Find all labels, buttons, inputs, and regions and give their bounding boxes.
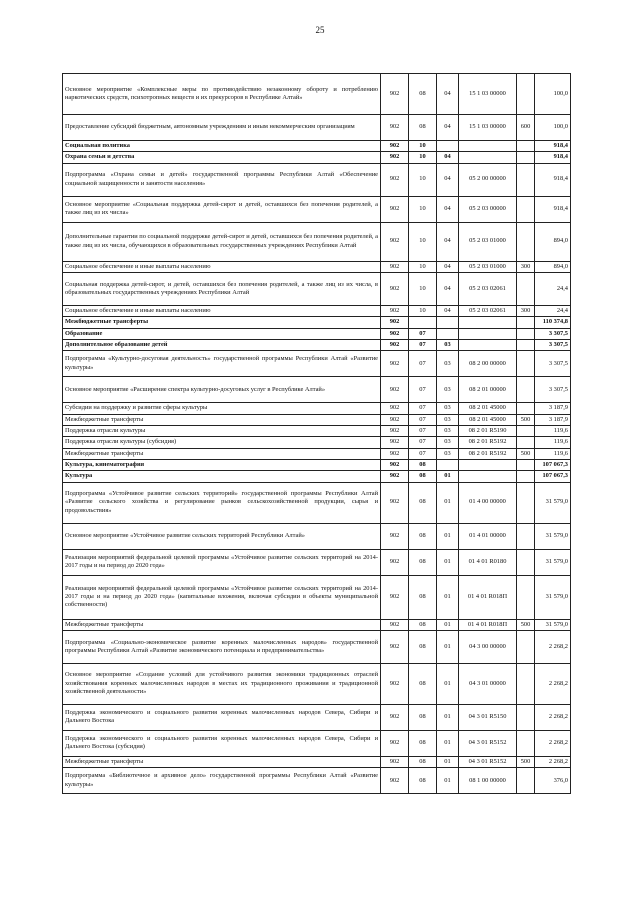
row-ved-cell: 902 — [381, 437, 409, 448]
row-vr-cell — [517, 403, 535, 414]
row-vr-cell: 500 — [517, 448, 535, 459]
row-ved-cell: 902 — [381, 663, 409, 704]
row-rz-cell: 07 — [409, 351, 437, 377]
row-vr-cell — [517, 222, 535, 261]
row-vr-cell — [517, 152, 535, 163]
row-sum-cell: 3 307,5 — [535, 339, 571, 350]
row-rz-cell: 08 — [409, 523, 437, 549]
row-rz-cell: 08 — [409, 704, 437, 730]
row-csr-cell: 05 2 00 00000 — [459, 163, 517, 196]
row-csr-cell: 15 1 03 00000 — [459, 115, 517, 141]
row-ved-cell: 902 — [381, 575, 409, 619]
row-name-cell: Дополнительные гарантии по социальной поддержке детей-сирот и детей, оставшихся без попечения родителей, а также лиц из их числа, обучающихся в образовательных государственных учреждениях Республики Алтай — [63, 222, 381, 261]
row-rz-cell: 08 — [409, 663, 437, 704]
row-ved-cell: 902 — [381, 152, 409, 163]
row-sum-cell: 24,4 — [535, 305, 571, 316]
table-row — [63, 272, 571, 305]
table-row — [63, 630, 571, 663]
row-vr-cell — [517, 575, 535, 619]
row-pr-cell: 04 — [437, 152, 459, 163]
row-name-cell: Поддержка отрасли культуры — [63, 425, 381, 436]
row-rz-cell: 08 — [409, 459, 437, 470]
row-sum-cell: 119,6 — [535, 437, 571, 448]
row-sum-cell: 107 067,3 — [535, 471, 571, 482]
table-row — [63, 115, 571, 141]
table-row — [63, 549, 571, 575]
row-vr-cell — [517, 704, 535, 730]
row-pr-cell: 01 — [437, 663, 459, 704]
row-csr-cell — [459, 317, 517, 328]
row-rz-cell: 08 — [409, 768, 437, 794]
row-rz-cell: 07 — [409, 414, 437, 425]
row-sum-cell: 3 307,5 — [535, 377, 571, 403]
table-row — [63, 704, 571, 730]
row-name-cell: Основное мероприятие «Устойчивое развитие сельских территорий Республики Алтай» — [63, 523, 381, 549]
row-name-cell: Основное мероприятие «Комплексные меры по противодействию незаконному обороту и потреблению наркотических средств, психотропных веществ и их прекурсоров в Республике Алтай» — [63, 74, 381, 115]
row-ved-cell: 902 — [381, 403, 409, 414]
row-sum-cell: 24,4 — [535, 272, 571, 305]
row-pr-cell: 04 — [437, 196, 459, 222]
row-rz-cell: 10 — [409, 261, 437, 272]
row-rz-cell: 08 — [409, 730, 437, 756]
row-vr-cell — [517, 74, 535, 115]
row-name-cell: Предоставление субсидий бюджетным, автономным учреждениям и иным некоммерческим организациям — [63, 115, 381, 141]
row-sum-cell: 918,4 — [535, 196, 571, 222]
row-ved-cell: 902 — [381, 630, 409, 663]
row-name-cell: Межбюджетные трансферты — [63, 414, 381, 425]
row-ved-cell: 902 — [381, 351, 409, 377]
row-name-cell: Культура — [63, 471, 381, 482]
row-rz-cell: 08 — [409, 756, 437, 767]
row-csr-cell: 05 2 03 01000 — [459, 261, 517, 272]
row-rz-cell: 10 — [409, 272, 437, 305]
row-pr-cell: 03 — [437, 414, 459, 425]
row-rz-cell: 07 — [409, 425, 437, 436]
row-name-cell: Образование — [63, 328, 381, 339]
table-row — [63, 351, 571, 377]
row-rz-cell: 08 — [409, 630, 437, 663]
row-vr-cell — [517, 437, 535, 448]
row-vr-cell — [517, 272, 535, 305]
row-rz-cell: 08 — [409, 74, 437, 115]
row-rz-cell: 07 — [409, 339, 437, 350]
row-pr-cell: 01 — [437, 482, 459, 523]
row-vr-cell — [517, 351, 535, 377]
row-csr-cell: 01 4 01 00000 — [459, 523, 517, 549]
table-row — [63, 414, 571, 425]
row-pr-cell: 03 — [437, 437, 459, 448]
row-sum-cell: 31 579,0 — [535, 619, 571, 630]
row-ved-cell: 902 — [381, 339, 409, 350]
row-sum-cell: 31 579,0 — [535, 549, 571, 575]
row-sum-cell: 2 268,2 — [535, 630, 571, 663]
row-sum-cell: 918,4 — [535, 163, 571, 196]
row-sum-cell: 894,0 — [535, 261, 571, 272]
row-name-cell: Поддержка экономического и социального развития коренных малочисленных народов Севера, Сибири и Дальнего Востока — [63, 704, 381, 730]
row-pr-cell: 03 — [437, 403, 459, 414]
row-pr-cell — [437, 459, 459, 470]
row-rz-cell: 08 — [409, 471, 437, 482]
table-row — [63, 482, 571, 523]
row-name-cell: Межбюджетные трансферты — [63, 317, 381, 328]
row-name-cell: Охрана семьи и детства — [63, 152, 381, 163]
row-vr-cell: 500 — [517, 619, 535, 630]
row-rz-cell — [409, 317, 437, 328]
row-vr-cell — [517, 196, 535, 222]
row-pr-cell: 04 — [437, 272, 459, 305]
row-pr-cell: 04 — [437, 74, 459, 115]
table-row — [63, 317, 571, 328]
row-rz-cell: 07 — [409, 377, 437, 403]
row-pr-cell: 01 — [437, 619, 459, 630]
row-sum-cell: 376,0 — [535, 768, 571, 794]
row-rz-cell: 10 — [409, 152, 437, 163]
row-csr-cell: 08 1 00 00000 — [459, 768, 517, 794]
row-sum-cell: 2 268,2 — [535, 704, 571, 730]
row-name-cell: Подпрограмма «Социально-экономическое развитие коренных малочисленных народов» государственной программы Республики Алтай «Развитие экономического потенциала и предпринимательства» — [63, 630, 381, 663]
row-vr-cell — [517, 768, 535, 794]
row-rz-cell: 08 — [409, 115, 437, 141]
row-name-cell: Культура, кинематография — [63, 459, 381, 470]
table-row — [63, 756, 571, 767]
row-rz-cell: 10 — [409, 222, 437, 261]
row-sum-cell: 31 579,0 — [535, 482, 571, 523]
row-pr-cell: 01 — [437, 575, 459, 619]
row-ved-cell: 902 — [381, 448, 409, 459]
row-rz-cell: 07 — [409, 403, 437, 414]
row-name-cell: Основное мероприятие «Создание условий для устойчивого развития экономики традиционных отраслей хозяйствования коренных малочисленных народов в местах их традиционного проживания и традиционной хозяйственной деятельности» — [63, 663, 381, 704]
row-name-cell: Реализация мероприятий федеральной целевой программы «Устойчивое развитие сельских территорий на 2014-2017 годы и на период до 2020 года» — [63, 549, 381, 575]
row-csr-cell — [459, 152, 517, 163]
row-sum-cell: 894,0 — [535, 222, 571, 261]
row-ved-cell: 902 — [381, 305, 409, 316]
table-row — [63, 459, 571, 470]
table-row — [63, 448, 571, 459]
row-csr-cell: 05 2 03 02061 — [459, 305, 517, 316]
row-pr-cell — [437, 317, 459, 328]
row-pr-cell: 01 — [437, 756, 459, 767]
row-ved-cell: 902 — [381, 261, 409, 272]
row-sum-cell: 2 268,2 — [535, 756, 571, 767]
row-sum-cell: 2 268,2 — [535, 730, 571, 756]
row-csr-cell: 08 2 01 00000 — [459, 377, 517, 403]
row-ved-cell: 902 — [381, 272, 409, 305]
row-rz-cell: 08 — [409, 549, 437, 575]
row-pr-cell — [437, 141, 459, 152]
row-ved-cell: 902 — [381, 328, 409, 339]
page-number: 25 — [315, 25, 325, 35]
row-csr-cell — [459, 459, 517, 470]
row-rz-cell: 08 — [409, 575, 437, 619]
row-name-cell: Дополнительное образование детей — [63, 339, 381, 350]
row-ved-cell: 902 — [381, 196, 409, 222]
row-pr-cell: 01 — [437, 630, 459, 663]
row-vr-cell — [517, 523, 535, 549]
row-name-cell: Социальная поддержка детей-сирот, и детей, оставшихся без попечения родителей, а также лиц из их числа, в образовательных государственных учреждениях Республики Алтай — [63, 272, 381, 305]
row-name-cell: Основное мероприятие «Социальная поддержка детей-сирот и детей, оставшихся без попечения родителей, а также лиц из их числа» — [63, 196, 381, 222]
row-csr-cell: 01 4 00 00000 — [459, 482, 517, 523]
row-ved-cell: 902 — [381, 163, 409, 196]
row-csr-cell: 04 3 01 R5152 — [459, 730, 517, 756]
row-csr-cell — [459, 339, 517, 350]
row-vr-cell — [517, 425, 535, 436]
row-rz-cell: 07 — [409, 328, 437, 339]
table-row — [63, 471, 571, 482]
row-pr-cell: 01 — [437, 768, 459, 794]
row-pr-cell: 01 — [437, 471, 459, 482]
row-csr-cell: 08 2 01 R5192 — [459, 437, 517, 448]
row-pr-cell: 01 — [437, 523, 459, 549]
row-ved-cell: 902 — [381, 482, 409, 523]
row-ved-cell: 902 — [381, 471, 409, 482]
row-csr-cell: 08 2 01 R5192 — [459, 448, 517, 459]
table-row — [63, 575, 571, 619]
row-vr-cell: 300 — [517, 261, 535, 272]
row-sum-cell: 31 579,0 — [535, 575, 571, 619]
row-csr-cell: 01 4 01 R0180 — [459, 549, 517, 575]
row-name-cell: Межбюджетные трансферты — [63, 756, 381, 767]
row-ved-cell: 902 — [381, 704, 409, 730]
table-row — [63, 261, 571, 272]
row-ved-cell: 902 — [381, 317, 409, 328]
row-vr-cell — [517, 663, 535, 704]
row-ved-cell: 902 — [381, 768, 409, 794]
row-csr-cell: 05 2 03 02061 — [459, 272, 517, 305]
row-pr-cell: 03 — [437, 377, 459, 403]
row-ved-cell: 902 — [381, 549, 409, 575]
row-sum-cell: 2 268,2 — [535, 663, 571, 704]
table-row — [63, 730, 571, 756]
row-name-cell: Подпрограмма «Охрана семьи и детей» государственной программы Республики Алтай «Обеспечение социальной защищенности и занятости населения» — [63, 163, 381, 196]
row-csr-cell — [459, 328, 517, 339]
row-vr-cell — [517, 459, 535, 470]
row-rz-cell: 10 — [409, 163, 437, 196]
row-ved-cell: 902 — [381, 425, 409, 436]
table-row — [63, 437, 571, 448]
row-vr-cell: 500 — [517, 414, 535, 425]
table-row — [63, 74, 571, 115]
row-vr-cell — [517, 141, 535, 152]
row-rz-cell: 07 — [409, 437, 437, 448]
table-row — [63, 328, 571, 339]
row-pr-cell: 04 — [437, 305, 459, 316]
table-row — [63, 305, 571, 316]
table-row — [63, 196, 571, 222]
row-csr-cell: 01 4 01 R018П — [459, 619, 517, 630]
row-sum-cell: 107 067,3 — [535, 459, 571, 470]
row-pr-cell: 03 — [437, 339, 459, 350]
row-vr-cell — [517, 163, 535, 196]
row-vr-cell — [517, 730, 535, 756]
row-name-cell: Социальное обеспечение и иные выплаты населению — [63, 261, 381, 272]
row-sum-cell: 100,0 — [535, 115, 571, 141]
row-ved-cell: 902 — [381, 523, 409, 549]
row-name-cell: Субсидии на поддержку и развитие сферы культуры — [63, 403, 381, 414]
row-sum-cell: 3 187,9 — [535, 414, 571, 425]
row-pr-cell: 04 — [437, 115, 459, 141]
row-pr-cell: 04 — [437, 222, 459, 261]
row-vr-cell — [517, 482, 535, 523]
row-name-cell: Подпрограмма «Культурно-досуговая деятельность» государственной программы Республики Алтай «Развитие культуры» — [63, 351, 381, 377]
row-ved-cell: 902 — [381, 141, 409, 152]
row-ved-cell: 902 — [381, 222, 409, 261]
row-rz-cell: 10 — [409, 141, 437, 152]
row-ved-cell: 902 — [381, 115, 409, 141]
table-row — [63, 425, 571, 436]
row-sum-cell: 119,6 — [535, 448, 571, 459]
row-sum-cell: 918,4 — [535, 141, 571, 152]
row-ved-cell: 902 — [381, 414, 409, 425]
table-row — [63, 403, 571, 414]
row-csr-cell: 04 3 01 R5150 — [459, 704, 517, 730]
row-csr-cell: 01 4 01 R018П — [459, 575, 517, 619]
row-ved-cell: 902 — [381, 459, 409, 470]
row-name-cell: Подпрограмма «Устойчивое развитие сельских территорий» государственной программы Республики Алтай «Развитие сельского хозяйства и регулирование рынков сельскохозяйственной продукции, сырья и продовольствия» — [63, 482, 381, 523]
row-csr-cell — [459, 141, 517, 152]
row-csr-cell: 04 3 01 R5152 — [459, 756, 517, 767]
row-vr-cell: 300 — [517, 305, 535, 316]
row-name-cell: Межбюджетные трансферты — [63, 448, 381, 459]
row-csr-cell: 08 2 01 R5190 — [459, 425, 517, 436]
row-sum-cell: 3 307,5 — [535, 328, 571, 339]
table-row — [63, 619, 571, 630]
row-rz-cell: 10 — [409, 196, 437, 222]
row-sum-cell: 3 307,5 — [535, 351, 571, 377]
table-row — [63, 523, 571, 549]
row-name-cell: Реализация мероприятий федеральной целевой программы «Устойчивое развитие сельских территорий на 2014-2017 годы и на период до 2020 года» (капитальные вложения, включая субсидии в объекты муниципальной собственности) — [63, 575, 381, 619]
row-vr-cell: 500 — [517, 756, 535, 767]
row-pr-cell: 01 — [437, 549, 459, 575]
row-name-cell: Социальное обеспечение и иные выплаты населению — [63, 305, 381, 316]
row-ved-cell: 902 — [381, 74, 409, 115]
row-ved-cell: 902 — [381, 377, 409, 403]
row-sum-cell: 31 579,0 — [535, 523, 571, 549]
row-vr-cell — [517, 549, 535, 575]
row-ved-cell: 902 — [381, 730, 409, 756]
row-csr-cell: 15 1 03 00000 — [459, 74, 517, 115]
row-pr-cell: 01 — [437, 704, 459, 730]
row-ved-cell: 902 — [381, 619, 409, 630]
row-sum-cell: 100,0 — [535, 74, 571, 115]
row-pr-cell: 04 — [437, 261, 459, 272]
row-pr-cell: 03 — [437, 351, 459, 377]
row-csr-cell: 05 2 03 01000 — [459, 222, 517, 261]
table-row — [63, 768, 571, 794]
row-name-cell: Поддержка экономического и социального развития коренных малочисленных народов Севера, Сибири и Дальнего Востока (субсидия) — [63, 730, 381, 756]
row-rz-cell: 10 — [409, 305, 437, 316]
table-row — [63, 152, 571, 163]
row-pr-cell: 03 — [437, 425, 459, 436]
table-row — [63, 222, 571, 261]
row-csr-cell: 08 2 01 45000 — [459, 414, 517, 425]
table-row — [63, 663, 571, 704]
table-row — [63, 377, 571, 403]
row-name-cell: Социальная политика — [63, 141, 381, 152]
row-name-cell: Межбюджетные трансферты — [63, 619, 381, 630]
row-name-cell: Основное мероприятие «Расширение спектра культурно-досуговых услуг в Республике Алтай» — [63, 377, 381, 403]
table-row — [63, 163, 571, 196]
row-rz-cell: 08 — [409, 482, 437, 523]
row-vr-cell — [517, 339, 535, 350]
row-vr-cell — [517, 377, 535, 403]
row-pr-cell: 03 — [437, 448, 459, 459]
table-row — [63, 339, 571, 350]
row-sum-cell: 119,6 — [535, 425, 571, 436]
row-name-cell: Подпрограмма «Библиотечное и архивное дело» государственной программы Республики Алтай «Развитие культуры» — [63, 768, 381, 794]
row-sum-cell: 918,4 — [535, 152, 571, 163]
table-row — [63, 141, 571, 152]
row-vr-cell — [517, 317, 535, 328]
row-csr-cell: 04 3 01 00000 — [459, 663, 517, 704]
row-csr-cell: 05 2 03 00000 — [459, 196, 517, 222]
budget-table — [62, 73, 571, 794]
row-vr-cell — [517, 328, 535, 339]
row-ved-cell: 902 — [381, 756, 409, 767]
row-csr-cell: 04 3 00 00000 — [459, 630, 517, 663]
row-pr-cell — [437, 328, 459, 339]
row-vr-cell — [517, 630, 535, 663]
row-name-cell: Поддержка отрасли культуры (субсидия) — [63, 437, 381, 448]
row-csr-cell: 08 2 00 00000 — [459, 351, 517, 377]
row-pr-cell: 01 — [437, 730, 459, 756]
row-rz-cell: 07 — [409, 448, 437, 459]
row-vr-cell — [517, 471, 535, 482]
row-csr-cell: 08 2 01 45000 — [459, 403, 517, 414]
row-csr-cell — [459, 471, 517, 482]
row-rz-cell: 08 — [409, 619, 437, 630]
row-vr-cell: 600 — [517, 115, 535, 141]
row-sum-cell: 110 374,8 — [535, 317, 571, 328]
row-sum-cell: 3 187,9 — [535, 403, 571, 414]
row-pr-cell: 04 — [437, 163, 459, 196]
